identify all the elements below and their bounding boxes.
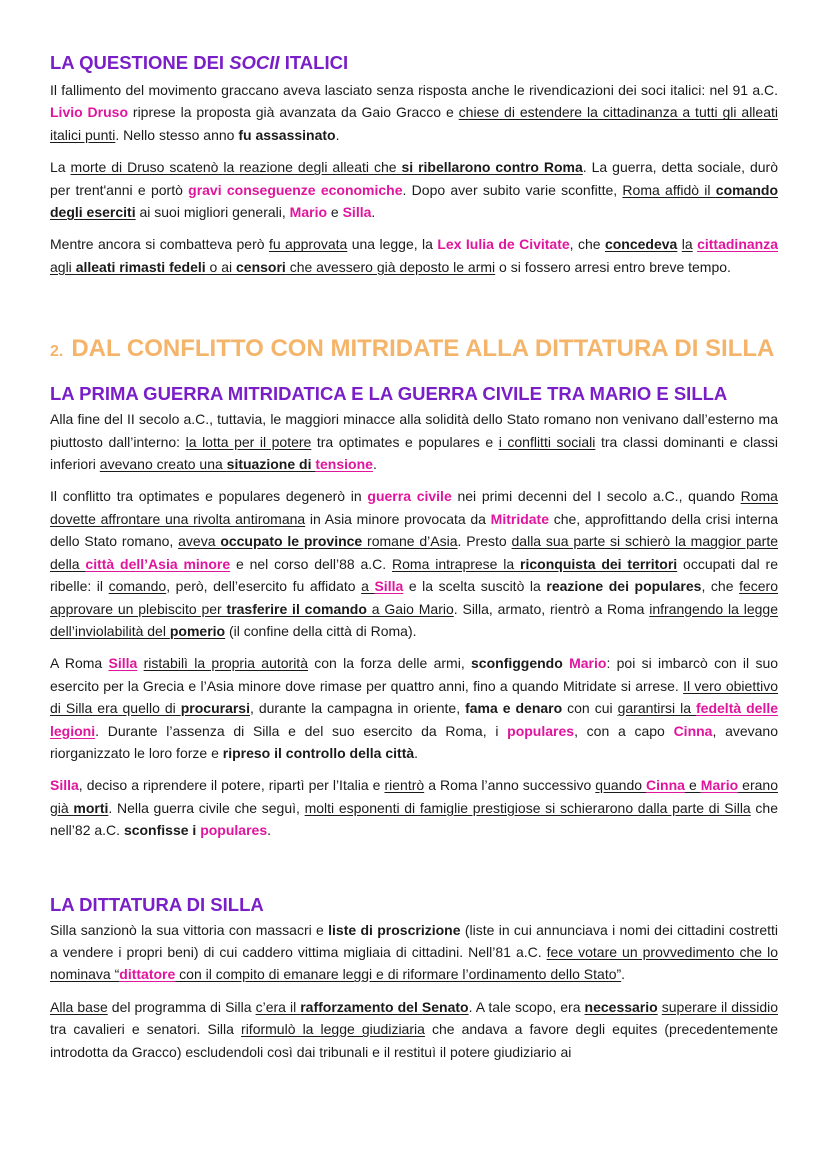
text-run: A Roma <box>50 655 109 672</box>
paragraph-socii-1 <box>50 79 778 146</box>
text-run: aveva <box>178 533 221 550</box>
text-run: Il vero obiettivo di Silla era quello di <box>50 677 778 717</box>
text-run: : poi si imbarcò con il suo esercito per la Grecia e l’Asia minore dove rimase per quattro anni, fino a quando Mitridate si arrese. <box>50 655 779 694</box>
text-run: censori <box>236 258 286 275</box>
text-run: occupati dal re ribelle: il <box>50 555 778 595</box>
text-run: situazione di <box>226 456 316 473</box>
text-run: molti esponenti di famiglie prestigiose si schierarono dalla parte di Silla <box>304 799 751 816</box>
text-run: , avevano riorganizzato le loro forze e <box>50 722 778 761</box>
text-run: ristabilì la propria autorità <box>143 655 308 672</box>
text-run: (liste in cui annunciava i nomi dei cittadini costretti a vendere i propri beni) di cui caddero vittima migliaia di cittadini. Nell’81 a.C. <box>50 921 778 960</box>
text-run: procurarsi <box>180 700 250 717</box>
text-run: Silla <box>50 777 79 794</box>
text-run: erano già <box>50 777 778 816</box>
text-run: . <box>335 126 340 143</box>
text-run: . Silla, armato, rientrò a Roma <box>453 600 650 617</box>
text-run: tra classi dominanti e classi inferiori <box>50 433 778 473</box>
text-run: nei primi decenni del I secolo a.C., quando <box>451 488 741 505</box>
text-run: a <box>361 578 375 595</box>
text-run: fedeltà delle legioni <box>50 700 779 739</box>
text-run: Silla <box>342 204 372 221</box>
text-run: che andava a favore degli equites (precedentemente introdotta da Gracco) escludendoli così dai tribunali e il restituì il potere giudiziario ai <box>50 1021 779 1060</box>
text-run: Silla <box>108 655 138 672</box>
text-run: o ai <box>205 258 236 275</box>
text-run: comando degli eserciti <box>50 181 779 221</box>
text-run: liste di proscrizione <box>328 921 461 938</box>
text-run: , deciso a riprendere il potere, ripartì per l’Italia e <box>78 777 385 794</box>
section-title-part: ITALICI <box>279 52 349 73</box>
text-run: . Presto <box>457 533 512 550</box>
text-run: Silla sanzionò la sua vittoria con massacri e <box>50 921 329 938</box>
text-run: Mitridate <box>490 510 549 527</box>
text-run: (il confine della città di Roma). <box>225 622 417 639</box>
text-run: comando <box>108 578 167 595</box>
text-run: gravi conseguenze economiche <box>188 181 403 198</box>
text-run: dalla sua parte si schierò la maggior parte della <box>50 533 779 572</box>
text-run: guerra civile <box>367 488 452 505</box>
paragraph-mitridatica-4 <box>50 774 778 841</box>
text-run: Lex Iulia de Civitate <box>437 236 570 253</box>
chapter-title-text: DAL CONFLITTO CON MITRIDATE ALLA DITTATURA DI SILLA <box>71 335 775 363</box>
text-run: e nel corso dell’88 a.C. <box>230 555 393 572</box>
text-run: tensione <box>315 456 373 473</box>
text-run: ai suoi migliori generali, <box>135 204 290 221</box>
text-run: c’era il <box>255 998 301 1015</box>
section-title-italic: SOCII <box>229 52 280 73</box>
text-run: i conflitti sociali <box>498 433 596 450</box>
paragraph-dittatura-1 <box>50 919 778 986</box>
section-title-part: LA QUESTIONE DEI <box>50 52 230 73</box>
paragraph-mitridatica-3 <box>50 652 778 764</box>
text-run: . Nella guerra civile che seguì, <box>108 799 305 816</box>
text-run: Il conflitto tra optimates e populares degenerò in <box>50 488 368 505</box>
text-run: Roma dovette affrontare una rivolta antiromana <box>50 488 778 527</box>
text-run: . <box>372 456 377 473</box>
paragraph-mitridatica-2 <box>50 485 778 642</box>
text-run: cittadinanza <box>697 236 778 253</box>
text-run: una legge, la <box>347 236 438 253</box>
text-run: dittatore <box>119 966 176 983</box>
text-run: Alla base <box>50 998 108 1015</box>
text-run: la lotta per il potere <box>185 433 312 450</box>
text-run: . <box>621 966 626 983</box>
paragraph-mitridatica-1 <box>50 408 778 475</box>
text-run: populares <box>200 822 268 839</box>
text-run: in Asia minore provocata da <box>305 510 491 527</box>
text-run: che nell’82 a.C. <box>50 799 778 839</box>
text-run: a Gaio Mario <box>366 600 454 617</box>
text-run: Mentre ancora si combatteva però <box>50 236 269 253</box>
text-run: Cinna <box>673 722 713 739</box>
text-run: Alla fine del II secolo a.C., tuttavia, le maggiori minacce alla solidità dello Stato romano non venivano dall’esterno ma piuttosto dall’interno: <box>50 411 778 450</box>
text-run: . Nello stesso anno <box>115 126 239 143</box>
text-run: . Durante l’assenza di Silla e del suo esercito da Roma, i <box>95 722 508 739</box>
text-run: riconquista dei territori <box>520 555 678 572</box>
text-run: sconfisse i <box>123 822 201 839</box>
text-run: , però, dell’esercito fu affidato <box>166 578 362 595</box>
text-run: . <box>267 822 271 839</box>
text-run: a Roma l’anno successivo <box>424 777 596 794</box>
text-run: morte di Druso scatenò la reazione degli alleati che <box>70 159 402 176</box>
text-run: e la scelta suscitò la <box>403 578 547 595</box>
text-run: , che <box>569 236 605 253</box>
text-run: tra optimates e populares e <box>311 433 499 450</box>
text-run: riprese la proposta già avanzata da Gaio Gracco e <box>128 104 459 121</box>
text-run: fama e denaro <box>465 700 563 717</box>
text-run: che avessero già deposto le armi <box>285 258 496 275</box>
text-run: rafforzamento del Senato <box>300 998 469 1015</box>
chapter-title <box>50 334 778 367</box>
text-run: fecero approvare un plebiscito per <box>50 578 778 617</box>
text-run: del programma di Silla <box>107 998 256 1015</box>
text-run: fu approvata <box>268 236 348 253</box>
chapter-number: 2. <box>50 343 64 361</box>
text-run: . A tale scopo, era <box>468 998 585 1015</box>
text-run: chiese di estendere la cittadinanza a tutti gli alleati italici punti <box>50 104 778 143</box>
text-run: Mario <box>700 777 739 794</box>
text-run: , che <box>701 578 740 595</box>
text-run: e <box>327 204 343 221</box>
text-run: La <box>50 159 71 176</box>
text-run: e <box>684 777 701 794</box>
section-title-socii <box>50 52 778 74</box>
text-run: tra cavalieri e senatori. Silla <box>50 1021 242 1038</box>
text-run: sconfiggendo <box>471 655 563 672</box>
text-run: fu assassinato <box>238 126 336 143</box>
text-run: con la forza delle armi, <box>307 655 472 672</box>
text-run: necessario <box>584 998 658 1015</box>
text-run: concedeva <box>604 236 678 253</box>
text-run: città dell’Asia minore <box>85 555 231 572</box>
text-run: infrangendo la legge dell’inviolabilità del <box>50 600 778 639</box>
text-run: . La guerra, detta sociale, durò per trent'anni e portò <box>50 159 778 198</box>
text-run: con il compito di emanare leggi e di riformare l’ordinamento dello Stato” <box>175 966 622 983</box>
text-run: che, approfittando della crisi interna dello Stato romano, <box>50 510 779 550</box>
text-run: pomerio <box>169 622 226 639</box>
text-run: , durante la campagna in oriente, <box>249 700 466 717</box>
text-run: fece votare un provvedimento che lo nominava “ <box>50 943 778 983</box>
text-run: alleati rimasti fedeli <box>75 258 206 275</box>
section-title-dittatura: LA DITTATURA DI SILLA <box>50 893 264 915</box>
text-run: . Dopo aver subito varie sconfitte, <box>402 181 623 198</box>
text-run: reazione dei populares <box>546 578 702 595</box>
paragraph-socii-2 <box>50 156 778 223</box>
text-run: con cui <box>562 700 618 717</box>
text-run: rientrò <box>384 777 425 794</box>
text-run: garantirsi la <box>617 700 697 717</box>
text-run: o si fossero arresi entro breve tempo. <box>495 258 731 275</box>
text-run: Silla <box>374 578 404 595</box>
text-run: occupato le province <box>220 533 363 550</box>
text-run: morti <box>73 799 109 816</box>
text-run: , con a capo <box>574 722 674 739</box>
text-run: Roma affidò il <box>622 181 716 198</box>
text-run: . <box>414 744 419 761</box>
paragraph-dittatura-2 <box>50 996 778 1063</box>
text-run: quando <box>595 777 647 794</box>
text-run: riformulò la legge giudiziaria <box>241 1021 425 1038</box>
text-run: Mario <box>289 204 328 221</box>
text-run: Roma intraprese la <box>392 555 521 572</box>
text-run: avevano creato una <box>99 456 227 473</box>
text-run: superare il dissidio <box>661 998 778 1015</box>
text-run: Cinna <box>646 777 685 794</box>
text-run: agli <box>50 258 76 275</box>
text-run: Il fallimento del movimento graccano aveva lasciato senza risposta anche le rivendicazioni dei soci italici: nel 91 a.C. <box>50 82 778 98</box>
text-run: si ribellarono contro Roma <box>401 159 583 176</box>
text-run: romane d’Asia <box>362 533 458 550</box>
section-title-mitridatica: LA PRIMA GUERRA MITRIDATICA E LA GUERRA CIVILE TRA MARIO E SILLA <box>50 383 728 405</box>
paragraph-socii-3 <box>50 233 778 278</box>
text-run: la <box>681 236 693 253</box>
text-run: . <box>371 204 376 221</box>
highlight-livio-druso: Livio Druso <box>50 104 129 121</box>
text-run: trasferire il comando <box>226 600 367 617</box>
text-run: populares <box>507 722 575 739</box>
text-run: Mario <box>569 655 607 672</box>
text-run: ripreso il controllo della città <box>222 744 415 761</box>
